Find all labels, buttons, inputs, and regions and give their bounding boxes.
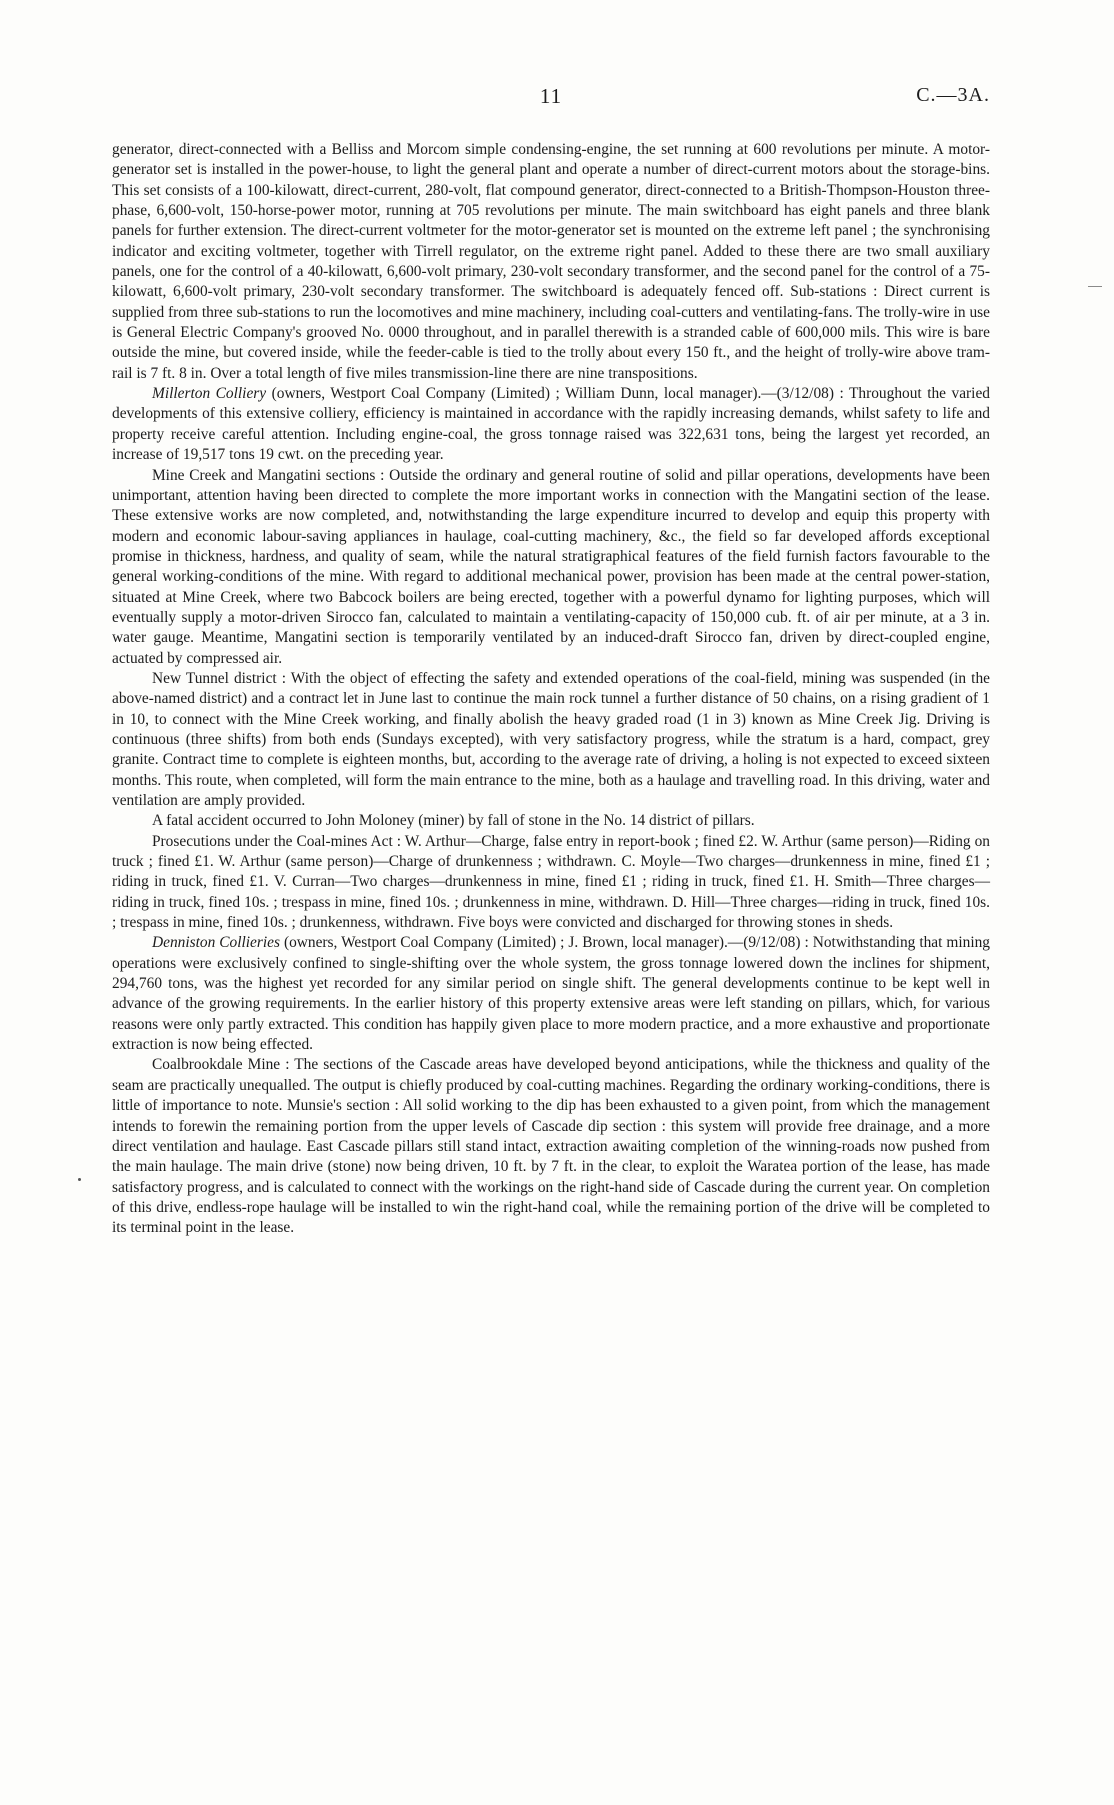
paragraph-coalbrookdale-mine — [112, 1055, 990, 1238]
margin-mark — [1088, 286, 1102, 287]
paragraph-text: (owners, Westport Coal Company (Limited) ; William Dunn, local manager).—(3/12/08) : Throughout the varied developments of this extensive colliery, efficiency is maintained in accordance with the rapidly increasing demands, whilst safety to life and property receive careful attention. Including engine-coal, the gross tonnage raised was 322,631 tons, being the largest yet recorded, an increase of 19,517 tons 19 cwt. on the preceding year. — [112, 385, 990, 464]
paragraph-text: (owners, Westport Coal Company (Limited) ; J. Brown, local manager).—(9/12/08) : Notwithstanding that mining operations were exclusively confined to single-shifting over the whole system, the gross tonnage lowered down the inclines for shipment, 294,760 tons, was the highest yet recorded for any similar period on single shift. The general developments continue to be kept well in advance of the growing requirements. In the earlier history of this property extensive areas were left standing on pillars, which, for various reasons were only partly extracted. This condition has happily given place to more modern practice, and a more exhaustive and proportionate extraction is now being effected. — [112, 934, 990, 1054]
paragraph-denniston-collieries — [112, 933, 990, 1055]
colliery-name: Denniston Collieries — [152, 934, 280, 952]
margin-dot — [78, 1178, 81, 1181]
paragraph-text: generator, direct-connected with a Belliss and Morcom simple condensing-engine, the set running at 600 revolutions per minute. A motor-generator set is installed in the power-house, to light the general plant and operate a number of direct-current motors about the storage-bins. This set consists of a 100-kilowatt, direct-current, 280-volt, flat compound generator, direct-connected to a British-Thompson-Houston three-phase, 6,600-volt, 150-horse-power motor, running at 705 revolutions per minute. The main switchboard has eight panels and three blank panels for further extension. The direct-current voltmeter for the motor-generator set is mounted on the extreme left panel ; the synchronising indicator and exciting voltmeter, together with Tirrell regulator, on the extreme right panel. Added to these there are two small auxiliary panels, one for the control of a 40-kilowatt, 6,600-volt primary, 230-volt secondary transformer, and the second panel for the control of a 75-kilowatt, 6,600-volt primary, 230-volt secondary transformer. The switchboard is adequately fenced off. Sub-stations : Direct current is supplied from three sub-stations to run the locomotives and mine machinery, including coal-cutters and ventilating-fans. The trolly-wire in use is General Electric Company's grooved No. 0000 throughout, and in parallel therewith is a stranded cable of 600,000 mils. This wire is bare outside the mine, but covered inside, while the feeder-cable is tied to the trolly about every 150 ft., and the height of trolly-wire above tram-rail is 7 ft. 8 in. Over a total length of five miles transmission-line there are nine transpositions. — [112, 141, 990, 382]
paragraph-new-tunnel-district — [112, 669, 990, 811]
body-text — [112, 140, 990, 1239]
paragraph-text: Mine Creek and Mangatini sections : Outside the ordinary and general routine of solid and pillar operations, developments have been unimportant, attention having been directed to complete the more important works in connection with the Mangatini section of the lease. These extensive works are now completed, and, notwithstanding the large expenditure incurred to develop and equip this property with modern and economic labour-saving appliances in haulage, coal-cutting machinery, &c., the field so far developed affords exceptional promise in thickness, hardness, and quality of seam, while the natural stratigraphical features of the field furnish factors favourable to the general working-conditions of the mine. With regard to additional mechanical power, provision has been made at the central power-station, situated at Mine Creek, where two Babcock boilers are being erected, together with a powerful dynamo for lighting purposes, which will eventually supply a motor-driven Sirocco fan, calculated to maintain a ventilating-capacity of 150,000 cub. ft. of air per minute, at a 3 in. water gauge. Meantime, Mangatini section is temporarily ventilated by an induced-draft Sirocco fan, driven by direct-coupled engine, actuated by compressed air. — [112, 466, 990, 667]
colliery-name: Millerton Colliery — [152, 385, 267, 403]
page-header — [112, 84, 990, 114]
paragraph-millerton-colliery — [112, 384, 990, 465]
paragraph-fatal-accident — [112, 811, 990, 831]
paragraph-power-plant — [112, 140, 990, 384]
paragraph-mine-creek-mangatini — [112, 466, 990, 669]
paragraph-text: New Tunnel district : With the object of effecting the safety and extended operations of the coal-field, mining was suspended (in the above-named district) and a contract let in June last to continue the main rock tunnel a further distance of 50 chains, on a rising gradient of 1 in 10, to connect with the Mine Creek working, and finally abolish the heavy graded road (1 in 3) known as Mine Creek Jig. Driving is continuous (three shifts) from both ends (Sundays excepted), with very satisfactory progress, while the stratum is a hard, compact, grey granite. Contract time to complete is eighteen months, but, according to the average rate of driving, a holing is not expected to exceed sixteen months. This route, when completed, will form the main entrance to the mine, both as a haulage and travelling road. In this driving, water and ventilation are amply provided. — [112, 669, 990, 809]
paragraph-text: Prosecutions under the Coal-mines Act : W. Arthur—Charge, false entry in report-book ; fined £2. W. Arthur (same person)—Riding on truck ; fined £1. W. Arthur (same person)—Charge of drunkenness ; withdrawn. C. Moyle—Two charges—drunkenness in mine, fined £1 ; riding in truck, fined £1. V. Curran—Two charges—drunkenness in mine, fined £1 ; riding in truck, fined £1. H. Smith—Three charges—riding in truck, fined 10s. ; trespass in mine, fined 10s. ; drunkenness in mine, withdrawn. D. Hill—Three charges—riding in truck, fined 10s. ; trespass in mine, fined 10s. ; drunkenness, withdrawn. Five boys were convicted and discharged for throwing stones in sheds. — [112, 832, 990, 932]
document-code: C.—3A. — [916, 84, 990, 106]
paragraph-text: Coalbrookdale Mine : The sections of the Cascade areas have developed beyond anticipations, while the thickness and quality of the seam are practically unequalled. The output is chiefly produced by coal-cutting machines. Regarding the ordinary working-conditions, there is little of importance to note. Munsie's section : All solid working to the dip has been exhausted to a given point, from which the management intends to forewin the remaining portion from the upper levels of Cascade dip section : this system will provide free drainage, and a more direct ventilation and haulage. East Cascade pillars still stand intact, extraction awaiting completion of the winning-roads now pushed from the main haulage. The main drive (stone) now being driven, 10 ft. by 7 ft. in the clear, to exploit the Waratea portion of the lease, has made satisfactory progress, and is calculated to connect with the workings on the right-hand side of Cascade during the current year. On completion of this drive, endless-rope haulage will be installed to win the right-hand coal, while the remaining portion of the drive will be completed to its terminal point in the lease. — [112, 1056, 990, 1237]
paragraph-text: A fatal accident occurred to John Moloney (miner) by fall of stone in the No. 14 district of pillars. — [152, 812, 755, 830]
page-number: 11 — [539, 84, 563, 108]
paragraph-prosecutions — [112, 832, 990, 934]
